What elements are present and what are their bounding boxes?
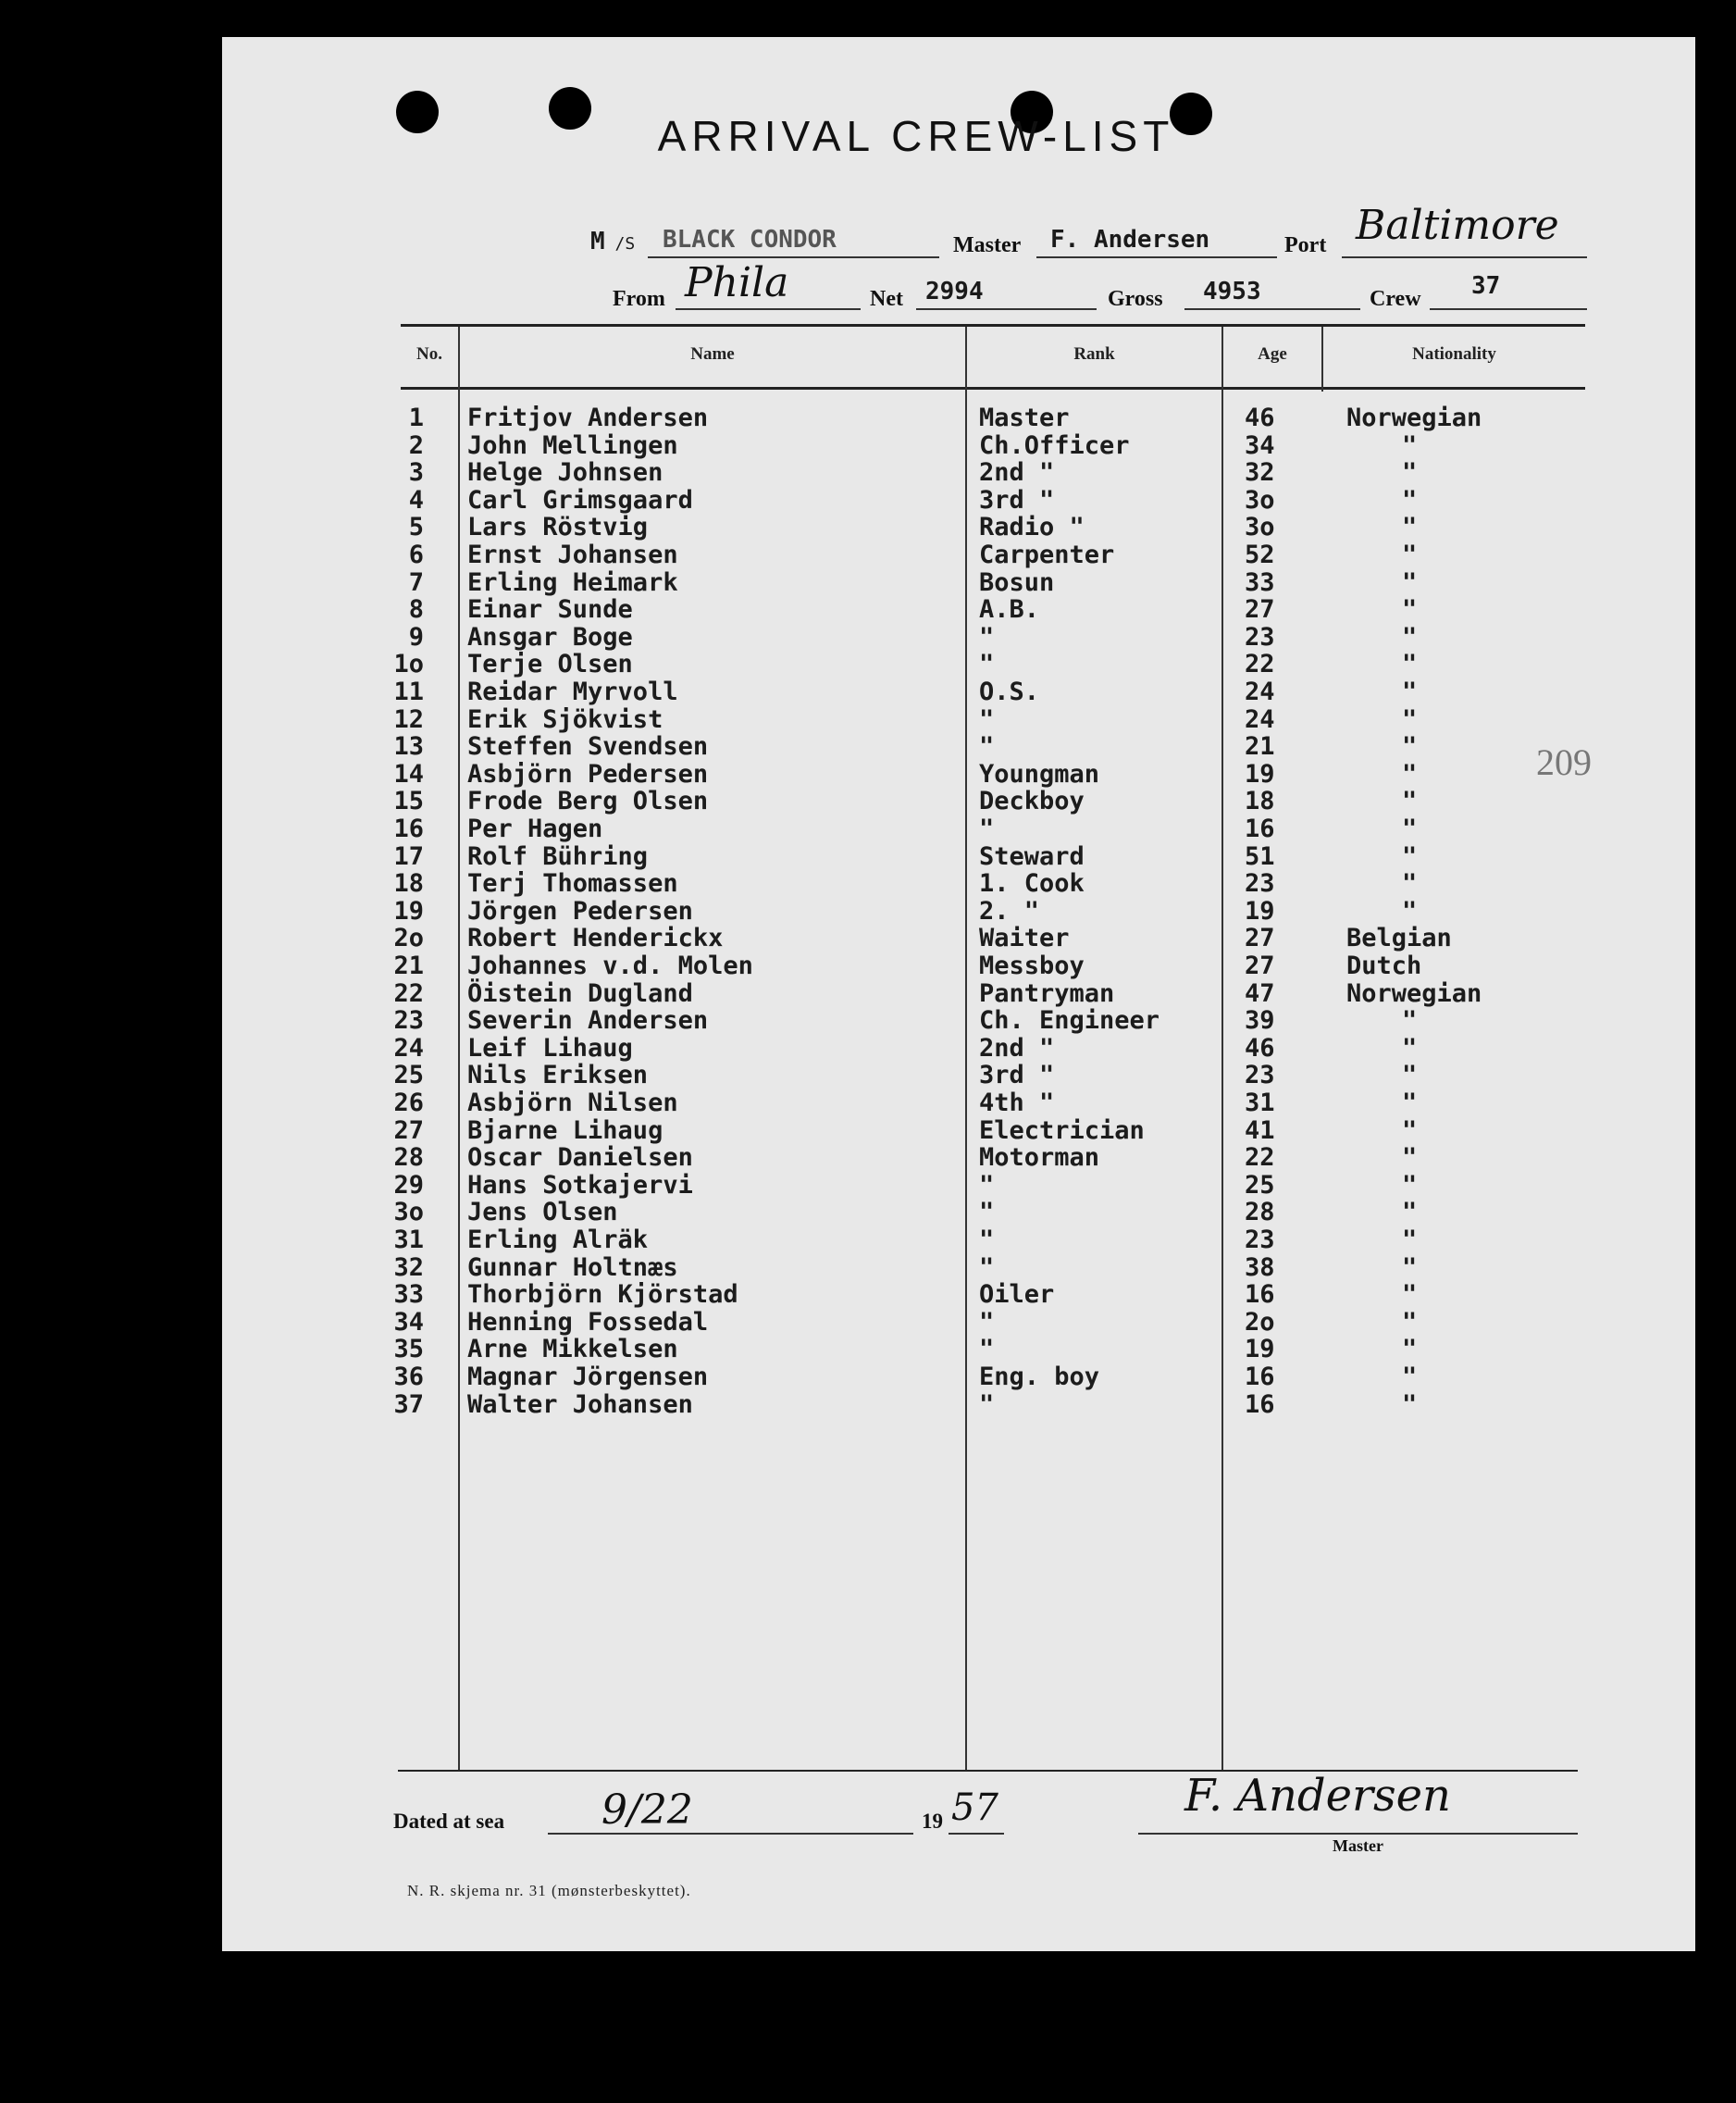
crew-label: Crew: [1370, 287, 1421, 311]
crew-no: 1o: [393, 650, 424, 679]
crew-name: John Mellingen: [467, 430, 678, 460]
crew-no: 4: [408, 485, 424, 515]
crew-nationality: ": [1402, 869, 1418, 899]
crew-age: 19: [1245, 896, 1275, 926]
crew-rank: Youngman: [979, 759, 1100, 789]
from-value: Phila: [685, 259, 789, 306]
crew-rank: Ch.Officer: [979, 430, 1130, 460]
crew-age: 2o: [1245, 1307, 1275, 1337]
crew-age: 19: [1245, 759, 1275, 789]
crew-nationality: ": [1402, 1335, 1418, 1364]
table-row: [0, 1309, 1736, 1337]
table-row: [0, 1117, 1736, 1145]
crew-nationality: Norwegian: [1346, 978, 1482, 1008]
crew-rank: ": [979, 1307, 995, 1337]
crew-age: 23: [1245, 622, 1275, 652]
crew-rank: ": [979, 704, 995, 734]
vessel-prefix: M /S: [590, 228, 636, 255]
crew-name: Arne Mikkelsen: [467, 1335, 678, 1364]
crew-rank: Oiler: [979, 1280, 1055, 1310]
crew-name: Terj Thomassen: [467, 869, 678, 899]
crew-no: 34: [393, 1307, 424, 1337]
crew-no: 2: [408, 430, 424, 460]
crew-nationality: ": [1402, 704, 1418, 734]
crew-rank: Radio ": [979, 513, 1085, 542]
crew-no: 15: [393, 787, 424, 816]
crew-name: Per Hagen: [467, 815, 603, 843]
crew-nationality: ": [1402, 1252, 1418, 1282]
crew-rank: 3rd ": [979, 485, 1055, 515]
table-row: [0, 1391, 1736, 1419]
crew-rank: 1. Cook: [979, 869, 1085, 899]
crew-rank: Steward: [979, 841, 1085, 871]
crew-nationality: ": [1402, 1006, 1418, 1036]
crew-nationality: ": [1402, 513, 1418, 542]
crew-rank: 2. ": [979, 896, 1040, 926]
crew-age: 46: [1245, 404, 1275, 432]
crew-nationality: ": [1402, 1389, 1418, 1419]
crew-age: 51: [1245, 841, 1275, 871]
crew-age: 16: [1245, 815, 1275, 843]
crew-name: Gunnar Holtnæs: [467, 1252, 678, 1282]
crew-age: 16: [1245, 1389, 1275, 1419]
crew-age: 31: [1245, 1089, 1275, 1117]
crew-nationality: ": [1402, 1280, 1418, 1310]
crew-age: 22: [1245, 650, 1275, 679]
table-row: [0, 952, 1736, 980]
table-row: [0, 1035, 1736, 1063]
crew-name: Magnar Jörgensen: [467, 1363, 709, 1391]
crew-rank: Electrician: [979, 1115, 1145, 1145]
crew-nationality: ": [1402, 732, 1418, 762]
crew-no: 24: [393, 1033, 424, 1063]
crew-name: Ernst Johansen: [467, 541, 678, 569]
table-row: [0, 514, 1736, 541]
crew-rank: ": [979, 815, 995, 843]
gross-value: 4953: [1203, 278, 1261, 305]
crew-name: Frode Berg Olsen: [467, 787, 709, 816]
crew-name: Helge Johnsen: [467, 458, 663, 488]
crew-nationality: ": [1402, 1170, 1418, 1200]
master-signature: F. Andersen: [1184, 1770, 1451, 1822]
crew-nationality: ": [1402, 759, 1418, 789]
crew-rank: ": [979, 732, 995, 762]
crew-name: Einar Sunde: [467, 595, 633, 625]
punch-hole-1: [396, 91, 439, 133]
crew-age: 33: [1245, 567, 1275, 597]
crew-no: 35: [393, 1335, 424, 1364]
crew-no: 3: [408, 458, 424, 488]
crew-no: 25: [393, 1061, 424, 1090]
crew-rank: ": [979, 1170, 995, 1200]
crew-nationality: ": [1402, 1226, 1418, 1254]
net-label: Net: [870, 287, 903, 311]
table-row: [0, 870, 1736, 898]
crew-name: Erik Sjökvist: [467, 704, 663, 734]
crew-rank: Waiter: [979, 924, 1070, 953]
crew-nationality: ": [1402, 1307, 1418, 1337]
crew-rank: ": [979, 1335, 995, 1364]
crew-rank: Messboy: [979, 952, 1085, 980]
crew-nationality: ": [1402, 1363, 1418, 1391]
table-row: [0, 624, 1736, 652]
master-label: Master: [953, 233, 1022, 257]
table-row: [0, 541, 1736, 569]
gross-label: Gross: [1108, 287, 1163, 311]
crew-nationality: ": [1402, 485, 1418, 515]
crew-no: 18: [393, 869, 424, 899]
crew-rank: ": [979, 622, 995, 652]
crew-rank: ": [979, 1389, 995, 1419]
crew-name: Henning Fossedal: [467, 1307, 709, 1337]
crew-no: 36: [393, 1363, 424, 1391]
table-row: [0, 898, 1736, 926]
crew-name: Reidar Myrvoll: [467, 678, 678, 706]
crew-no: 2o: [393, 924, 424, 953]
crew-no: 12: [393, 704, 424, 734]
crew-name: Thorbjörn Kjörstad: [467, 1280, 738, 1310]
crew-name: Jens Olsen: [467, 1198, 618, 1227]
crew-no: 6: [408, 541, 424, 569]
crew-rank: Eng. boy: [979, 1363, 1100, 1391]
crew-age: 47: [1245, 978, 1275, 1008]
crew-nationality: Dutch: [1346, 952, 1422, 980]
crew-rank: Pantryman: [979, 978, 1115, 1008]
table-row: [0, 925, 1736, 952]
table-row: [0, 1089, 1736, 1117]
crew-no: 28: [393, 1143, 424, 1173]
table-row: [0, 1226, 1736, 1254]
crew-nationality: ": [1402, 787, 1418, 816]
crew-age: 27: [1245, 595, 1275, 625]
crew-rank: ": [979, 1226, 995, 1254]
crew-nationality: ": [1402, 1089, 1418, 1117]
crew-name: Jörgen Pedersen: [467, 896, 693, 926]
crew-rank: A.B.: [979, 595, 1040, 625]
table-row: [0, 678, 1736, 706]
crew-age: 46: [1245, 1033, 1275, 1063]
crew-age: 24: [1245, 678, 1275, 706]
crew-name: Terje Olsen: [467, 650, 633, 679]
year-prefix: 19: [922, 1810, 943, 1833]
table-row: [0, 706, 1736, 734]
crew-name: Robert Henderickx: [467, 924, 724, 953]
crew-nationality: ": [1402, 567, 1418, 597]
crew-rank: 2nd ": [979, 1033, 1055, 1063]
crew-rank: ": [979, 1252, 995, 1282]
crew-no: 29: [393, 1170, 424, 1200]
crew-rank: Carpenter: [979, 541, 1115, 569]
crew-nationality: Norwegian: [1346, 404, 1482, 432]
table-row: [0, 404, 1736, 432]
crew-nationality: ": [1402, 541, 1418, 569]
crew-nationality: ": [1402, 815, 1418, 843]
port-value: Baltimore: [1356, 202, 1559, 249]
crew-nationality: ": [1402, 841, 1418, 871]
crew-age: 52: [1245, 541, 1275, 569]
crew-age: 22: [1245, 1143, 1275, 1173]
table-row: [0, 1281, 1736, 1309]
crew-name: Bjarne Lihaug: [467, 1115, 663, 1145]
vessel-name: BLACK CONDOR: [663, 226, 837, 254]
crew-no: 16: [393, 815, 424, 843]
crew-age: 34: [1245, 430, 1275, 460]
crew-no: 31: [393, 1226, 424, 1254]
master-signature-label: Master: [1333, 1836, 1383, 1855]
crew-age: 27: [1245, 924, 1275, 953]
table-row: [0, 596, 1736, 624]
crew-name: Johannes v.d. Molen: [467, 952, 753, 980]
crew-nationality: Belgian: [1346, 924, 1452, 953]
crew-nationality: ": [1402, 650, 1418, 679]
crew-name: Asbjörn Pedersen: [467, 759, 709, 789]
crew-nationality: ": [1402, 896, 1418, 926]
crew-name: Rolf Bühring: [467, 841, 649, 871]
crew-rank: Ch. Engineer: [979, 1006, 1160, 1036]
crew-rank: 2nd ": [979, 458, 1055, 488]
crew-no: 27: [393, 1115, 424, 1145]
crew-name: Carl Grimsgaard: [467, 485, 693, 515]
crew-no: 1: [408, 404, 424, 432]
table-row: [0, 569, 1736, 597]
crew-nationality: ": [1402, 1115, 1418, 1145]
crew-name: Fritjov Andersen: [467, 404, 709, 432]
crew-nationality: ": [1402, 595, 1418, 625]
crew-age: 25: [1245, 1170, 1275, 1200]
table-row: [0, 459, 1736, 487]
from-label: From: [613, 287, 665, 311]
crew-nationality: ": [1402, 1061, 1418, 1090]
crew-nationality: ": [1402, 1198, 1418, 1227]
crew-rank: Bosun: [979, 567, 1055, 597]
year-suffix: 57: [951, 1786, 998, 1829]
crew-age: 24: [1245, 704, 1275, 734]
table-row: [0, 1144, 1736, 1172]
dated-at-sea-label: Dated at sea: [393, 1810, 505, 1833]
crew-age: 27: [1245, 952, 1275, 980]
page-stamp-number: 209: [1536, 741, 1592, 783]
crew-age: 23: [1245, 1226, 1275, 1254]
crew-age: 23: [1245, 869, 1275, 899]
table-row: [0, 432, 1736, 460]
crew-no: 3o: [393, 1198, 424, 1227]
table-row: [0, 733, 1736, 761]
crew-rank: 3rd ": [979, 1061, 1055, 1090]
crew-no: 21: [393, 952, 424, 980]
crew-name: Hans Sotkajervi: [467, 1170, 693, 1200]
crew-name: Lars Röstvig: [467, 513, 649, 542]
crew-no: 8: [408, 595, 424, 625]
table-row: [0, 487, 1736, 515]
col-header-no: No.: [416, 344, 442, 364]
table-row: [0, 1254, 1736, 1282]
crew-name: Oscar Danielsen: [467, 1143, 693, 1173]
table-row: [0, 1007, 1736, 1035]
crew-age: 16: [1245, 1280, 1275, 1310]
crew-age: 41: [1245, 1115, 1275, 1145]
form-footer: N. R. skjema nr. 31 (mønsterbeskyttet).: [407, 1882, 691, 1899]
table-row: [0, 761, 1736, 789]
col-header-name: Name: [690, 344, 735, 364]
col-header-rank: Rank: [1073, 344, 1115, 364]
table-row: [0, 815, 1736, 843]
net-value: 2994: [925, 278, 984, 305]
crew-name: Walter Johansen: [467, 1389, 693, 1419]
crew-no: 7: [408, 567, 424, 597]
crew-no: 23: [393, 1006, 424, 1036]
crew-nationality: ": [1402, 458, 1418, 488]
master-name: F. Andersen: [1050, 226, 1210, 254]
crew-name: Severin Andersen: [467, 1006, 709, 1036]
crew-no: 37: [393, 1389, 424, 1419]
crew-no: 17: [393, 841, 424, 871]
crew-no: 33: [393, 1280, 424, 1310]
crew-name: Leif Lihaug: [467, 1033, 633, 1063]
crew-no: 19: [393, 896, 424, 926]
crew-age: 21: [1245, 732, 1275, 762]
crew-age: 19: [1245, 1335, 1275, 1364]
table-row: [0, 1336, 1736, 1363]
table-row: [0, 651, 1736, 678]
table-row: [0, 980, 1736, 1008]
crew-no: 26: [393, 1089, 424, 1117]
crew-name: Steffen Svendsen: [467, 732, 709, 762]
crew-no: 14: [393, 759, 424, 789]
port-label: Port: [1284, 233, 1327, 257]
col-header-age: Age: [1258, 344, 1287, 364]
table-row: [0, 1363, 1736, 1391]
table-row: [0, 1199, 1736, 1226]
crew-nationality: ": [1402, 1033, 1418, 1063]
crew-age: 3o: [1245, 485, 1275, 515]
crew-name: Ansgar Boge: [467, 622, 633, 652]
crew-no: 11: [393, 678, 424, 706]
form-title: ARRIVAL CREW-LIST: [657, 112, 1175, 160]
crew-rank: Master: [979, 404, 1070, 432]
crew-rank: Motorman: [979, 1143, 1100, 1173]
crew-no: 9: [408, 622, 424, 652]
crew-age: 28: [1245, 1198, 1275, 1227]
crew-age: 32: [1245, 458, 1275, 488]
crew-nationality: ": [1402, 622, 1418, 652]
table-row: [0, 788, 1736, 815]
crew-no: 32: [393, 1252, 424, 1282]
crew-no: 5: [408, 513, 424, 542]
crew-rank: O.S.: [979, 678, 1040, 706]
crew-value: 37: [1471, 272, 1501, 300]
crew-name: Erling Alräk: [467, 1226, 649, 1254]
crew-rank: ": [979, 1198, 995, 1227]
crew-no: 22: [393, 978, 424, 1008]
crew-rank: 4th ": [979, 1089, 1055, 1117]
table-row: [0, 843, 1736, 871]
crew-name: Asbjörn Nilsen: [467, 1089, 678, 1117]
crew-nationality: ": [1402, 678, 1418, 706]
crew-no: 13: [393, 732, 424, 762]
crew-nationality: ": [1402, 1143, 1418, 1173]
crew-rank: ": [979, 650, 995, 679]
table-row: [0, 1172, 1736, 1200]
crew-age: 38: [1245, 1252, 1275, 1282]
crew-age: 3o: [1245, 513, 1275, 542]
crew-age: 23: [1245, 1061, 1275, 1090]
crew-age: 18: [1245, 787, 1275, 816]
crew-name: Öistein Dugland: [467, 978, 693, 1008]
crew-rank: Deckboy: [979, 787, 1085, 816]
crew-nationality: ": [1402, 430, 1418, 460]
col-header-nationality: Nationality: [1412, 344, 1496, 364]
crew-name: Erling Heimark: [467, 567, 678, 597]
table-row: [0, 1062, 1736, 1089]
date-value: 9/22: [601, 1786, 693, 1834]
crew-age: 16: [1245, 1363, 1275, 1391]
crew-name: Nils Eriksen: [467, 1061, 649, 1090]
crew-age: 39: [1245, 1006, 1275, 1036]
